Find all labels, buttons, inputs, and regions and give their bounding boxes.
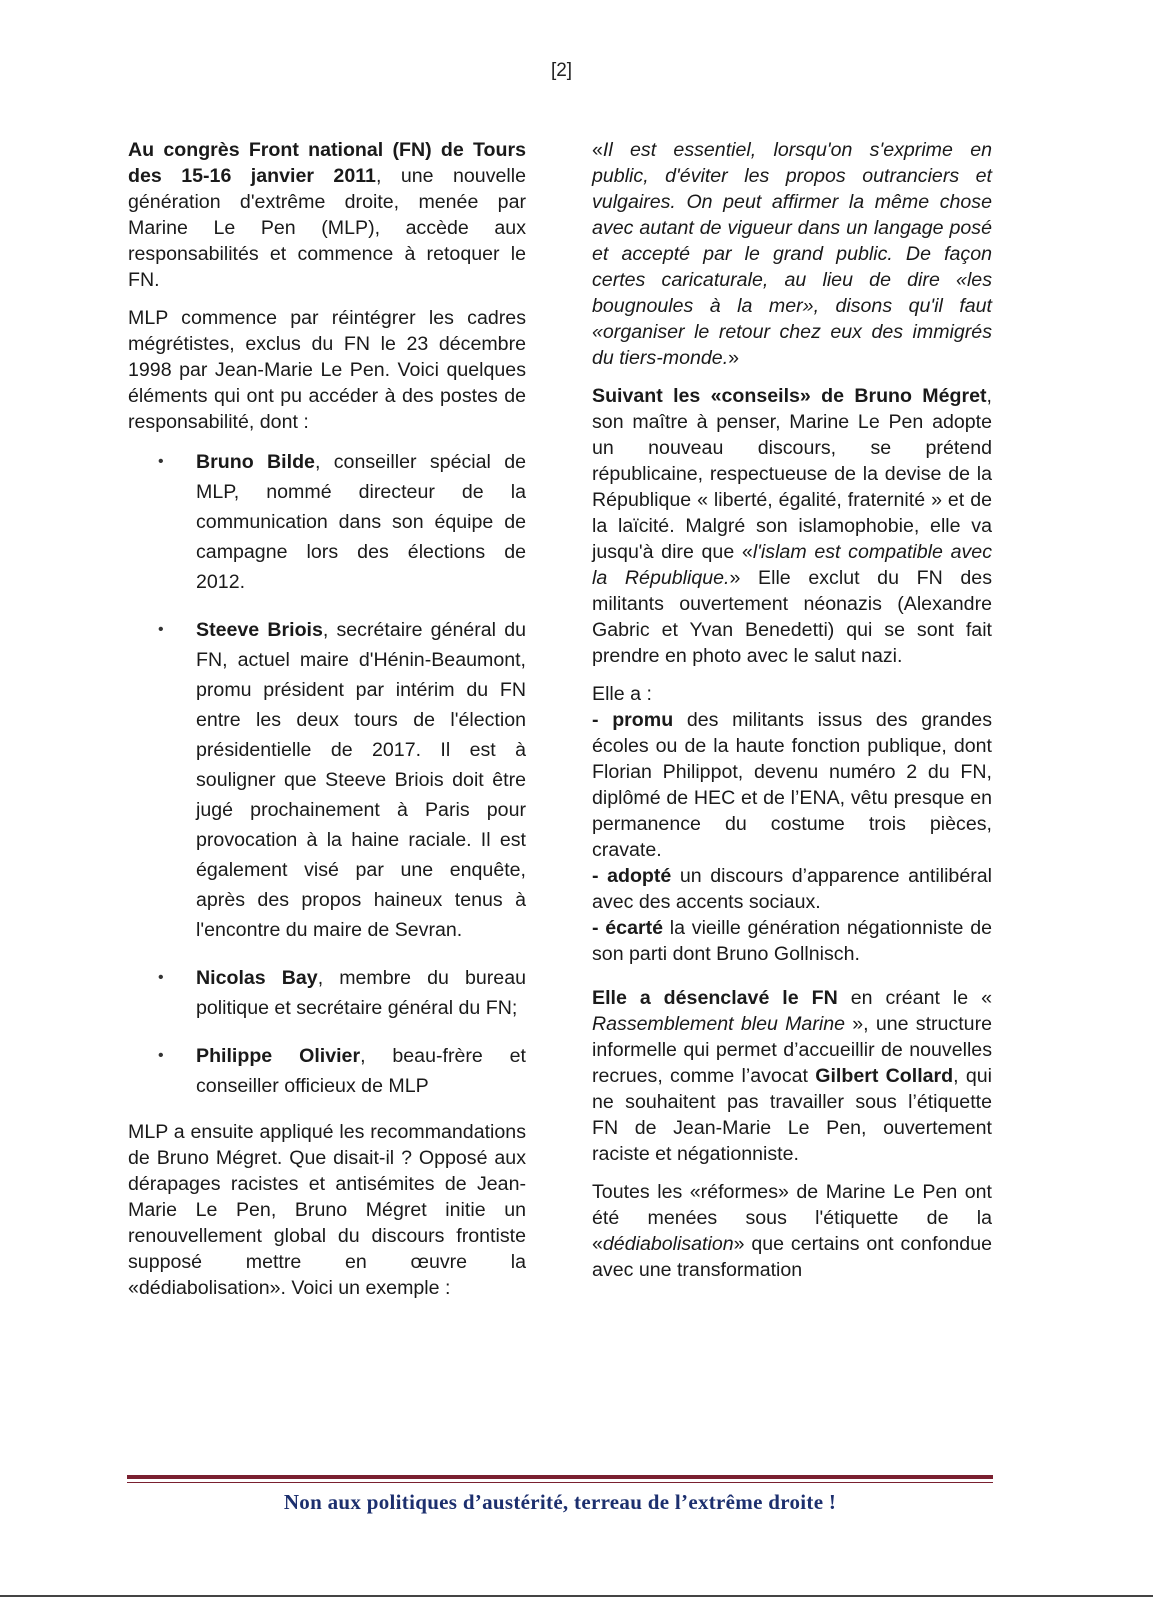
megret-quote <box>592 137 992 371</box>
person-desc: , beau-frère et conseiller officieux de MLP <box>196 1045 527 1097</box>
desenclave-bold: Gilbert Collard <box>815 1065 954 1087</box>
dash: - <box>592 865 608 887</box>
action-verb: écarté <box>605 917 664 939</box>
action-text: des militants issus des grandes écoles ou de la haute fonction publique, dont Florian Philippot, devenu numéro 2 du FN, diplômé de HEC et de l’ENA, vêtu presque en permanence du costume trois pièces, cravate. <box>592 709 992 861</box>
action-verb: adopté <box>607 865 672 887</box>
list-item <box>196 615 526 945</box>
megret-paragraph: MLP a ensuite appliqué les recommandations de Bruno Mégret. Que disait-il ? Opposé aux dérapages racistes et antisémites de Jean-Marie Le Pen, Bruno Mégret initie un renouvellement global du discours frontiste supposé mettre en œuvre la «dédiabolisation». Voici un exemple : <box>128 1121 526 1299</box>
list-item <box>196 963 526 1023</box>
quote-text <box>592 139 992 369</box>
person-name: Nicolas Bay <box>196 967 318 989</box>
desenclave-text: », une structure informelle qui permet d’accueillir de nouvelles recrues, comme l’avocat <box>592 1013 992 1087</box>
list-item <box>592 915 992 967</box>
desenclave-text: en créant le « <box>837 987 992 1009</box>
toutes-text: Toutes les «réformes» de Marine Le Pen ont été menées sous l'étiquette de la « <box>592 1181 992 1255</box>
person-name: Bruno Bilde <box>196 451 315 473</box>
list-item <box>196 447 526 597</box>
action-verb: promu <box>612 709 674 731</box>
suivant-bold: Suivant les «conseils» de Bruno Mégret <box>592 385 987 407</box>
quote-mark: » <box>728 347 740 369</box>
desenclave-italic: Rassemblement bleu Marine <box>592 1013 845 1035</box>
footer-slogan: Non aux politiques d’austérité, terreau de l’extrême droite ! <box>283 1490 837 1514</box>
footer-rule <box>127 1475 993 1479</box>
right-column <box>592 137 992 1295</box>
desenclave-paragraph <box>592 985 992 1167</box>
quote-part: «les bougnoules à la mer» <box>592 269 992 317</box>
mlp-paragraph: MLP commence par réintégrer les cadres mégrétistes, exclus du FN le 23 décembre 1998 par Jean-Marie Le Pen. Voici quelques éléments qui ont pu accéder à des postes de responsabilité, dont : <box>128 307 526 433</box>
footer-rule-thin <box>127 1482 993 1483</box>
list-item <box>196 1041 526 1101</box>
action-text: la vieille génération négationniste de son parti dont Bruno Gollnisch. <box>592 917 993 965</box>
suivant-italic: l'islam est compatible avec la République. <box>592 541 992 589</box>
dash: - <box>592 917 606 939</box>
intro-text: , une nouvelle génération d'extrême droite, menée par Marine Le Pen (MLP), accède aux responsabilités et commence à retoquer le FN. <box>128 165 527 291</box>
person-desc: , membre du bureau politique et secrétaire général du FN; <box>196 967 526 1019</box>
quote-part: Il est essentiel, lorsqu'on s'exprime en public, d'éviter les propos outranciers et vulgaires. On peut affirmer la même chose avec autant de vigueur dans un langage posé et accepté par le grand public. De façon certes caricaturale, au lieu de dire <box>592 139 992 291</box>
suivant-text: , son maître à penser, Marine Le Pen adopte un nouveau discours, se prétend républicaine, respectueuse de la devise de la République « liberté, égalité, fraternité » et de la laïcité. Malgré son islamophobie, elle va jusqu'à dire que « <box>592 385 992 563</box>
desenclave-text: , qui ne souhaitent pas travailler sous l’étiquette FN de Jean-Marie Le Pen, ouvertement raciste et négationniste. <box>592 1065 992 1165</box>
person-desc: , secrétaire général du FN, actuel maire d'Hénin-Beaumont, promu président par intérim du FN entre les deux tours de l'élection présidentielle de 2017. Il est à souligner que Steeve Briois doit être jugé prochainement à Paris pour provocation à la haine raciale. Il est également visé par une enquête, après des propos haineux tenus à l'encontre du maire de Sevran. <box>196 619 526 941</box>
quote-part: , disons qu'il faut «organiser le retour chez eux des immigrés du tiers-monde. <box>592 295 993 369</box>
intro-bold: Au congrès Front national (FN) de Tours des 15-16 janvier 2011 <box>128 139 526 187</box>
list-item <box>592 863 992 915</box>
page-number: [2] <box>550 60 573 81</box>
suivant-text: » Elle exclut du FN des militants ouvertement néonazis (Alexandre Gabric et Yvan Benedetti) qui se sont fait prendre en photo avec le salut nazi. <box>592 567 992 667</box>
desenclave-bold: Elle a désenclavé le FN <box>592 987 838 1009</box>
elle-a-label: Elle a : <box>592 683 652 705</box>
quote-mark: « <box>592 139 603 161</box>
actions-list <box>592 707 992 967</box>
toutes-text: » que certains ont confondue avec une transformation <box>592 1233 992 1281</box>
left-column <box>128 137 526 1313</box>
person-desc: , conseiller spécial de MLP, nommé directeur de la communication dans son équipe de campagne lors des élections de 2012. <box>196 451 527 593</box>
toutes-paragraph <box>592 1179 992 1283</box>
intro-paragraph <box>128 137 526 293</box>
dash: - <box>592 709 613 731</box>
action-text: un discours d’apparence antilibéral avec des accents sociaux. <box>592 865 992 913</box>
scan-edge <box>0 1595 1153 1597</box>
toutes-italic: dédiabolisation <box>602 1233 734 1255</box>
suivant-paragraph <box>592 383 992 669</box>
cadres-list <box>128 447 526 1101</box>
person-name: Philippe Olivier <box>196 1045 361 1067</box>
person-name: Steeve Briois <box>196 619 323 641</box>
list-item <box>592 707 992 863</box>
